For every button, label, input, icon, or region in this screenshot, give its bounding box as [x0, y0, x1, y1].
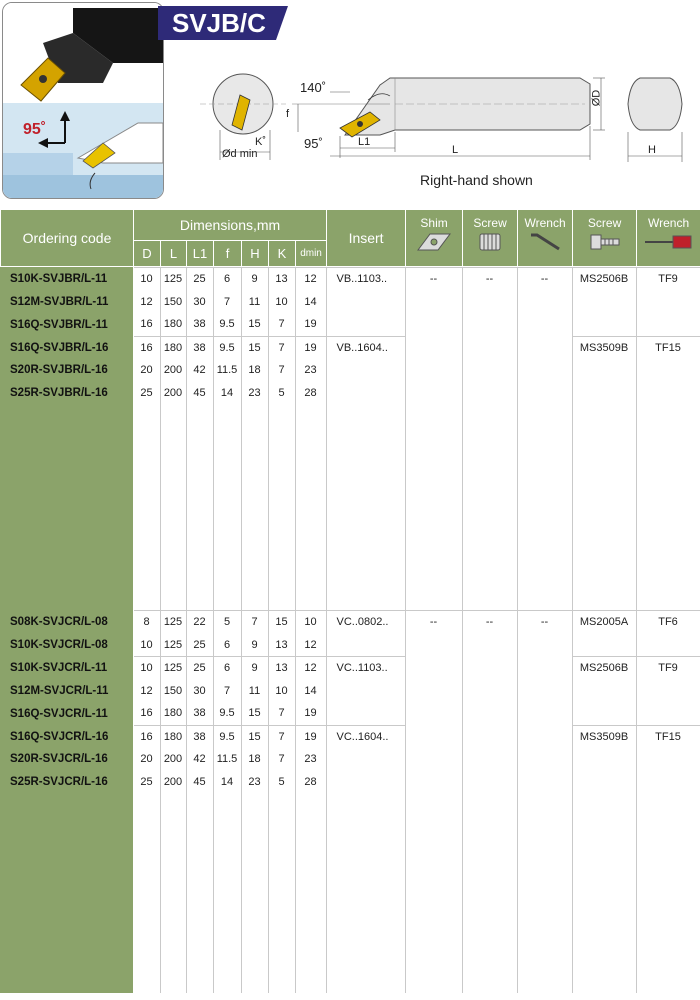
clamp-screw-cell: MS2005A: [572, 611, 636, 657]
wrench-cell: TF6: [636, 611, 700, 657]
header-insert: Insert: [327, 210, 406, 267]
header-wrench2-label: Wrench: [648, 216, 690, 230]
dim-l: 180: [160, 313, 186, 336]
ordering-code: S12M-SVJCR/L-11: [0, 680, 133, 703]
ordering-code: S10K-SVJBR/L-11: [0, 268, 133, 291]
label-l1: L1: [358, 136, 371, 148]
dim-f: 5: [213, 611, 241, 634]
dim-l: 180: [160, 336, 186, 359]
insert-cell: VC..0802..: [326, 611, 405, 657]
clamp-screw-cell: MS3509B: [572, 725, 636, 993]
dim-l: 200: [160, 771, 186, 794]
header-dim-l: L: [161, 241, 187, 267]
dim-d: 8: [133, 611, 160, 634]
dim-f: 9.5: [213, 702, 241, 725]
insert-cell: VC..1103..: [326, 657, 405, 726]
dim-l1: 38: [186, 702, 213, 725]
dim-l1: 38: [186, 725, 213, 748]
dim-h: 11: [241, 680, 268, 703]
ordering-code: S16Q-SVJBR/L-16: [0, 336, 133, 359]
dim-k: 10: [268, 291, 295, 314]
header-dim-h: H: [242, 241, 269, 267]
label-d: ØD: [590, 89, 603, 107]
dim-d: 16: [133, 313, 160, 336]
label-h: H: [648, 144, 656, 156]
dim-l1: 30: [186, 680, 213, 703]
header-dim-f: f: [214, 241, 242, 267]
dim-h: 15: [241, 702, 268, 725]
header-screw-label: Screw: [473, 216, 507, 230]
dim-dmin: 12: [295, 657, 326, 680]
dim-h: 9: [241, 657, 268, 680]
ordering-code: S10K-SVJCR/L-11: [0, 657, 133, 680]
clamp-screw-cell: MS2506B: [572, 657, 636, 726]
dim-d: 10: [133, 268, 160, 291]
insert-cell: VB..1103..: [326, 268, 405, 337]
dim-d: 10: [133, 634, 160, 657]
dim-d: 12: [133, 291, 160, 314]
screw-cell: --: [462, 268, 517, 611]
label-angle-bottom: 95˚: [304, 136, 323, 151]
clamp-screw-cell: MS2506B: [572, 268, 636, 337]
dim-k: 13: [268, 657, 295, 680]
dim-dmin: 28: [295, 771, 326, 794]
spec-table-wrapper: [0, 209, 700, 993]
dim-d: 20: [133, 359, 160, 382]
dim-f: 14: [213, 382, 241, 405]
dim-f: 11.5: [213, 359, 241, 382]
shim-cell: --: [405, 611, 462, 994]
dim-k: 7: [268, 359, 295, 382]
dim-k: 13: [268, 268, 295, 291]
ordering-code: S20R-SVJCR/L-16: [0, 748, 133, 771]
dim-d: 16: [133, 336, 160, 359]
dim-l: 125: [160, 657, 186, 680]
label-f: f: [286, 108, 290, 120]
dim-d: 12: [133, 680, 160, 703]
header-shim-label: Shim: [420, 216, 448, 230]
dim-h: 23: [241, 771, 268, 794]
dim-dmin: 23: [295, 748, 326, 771]
dim-f: 6: [213, 268, 241, 291]
table-row: [0, 268, 700, 291]
label-k: K˚: [255, 136, 266, 148]
dim-h: 18: [241, 359, 268, 382]
table-row: [0, 725, 700, 748]
dim-l: 180: [160, 702, 186, 725]
header-screw2: [573, 210, 637, 267]
dim-h: 15: [241, 336, 268, 359]
shim-cell: --: [405, 268, 462, 611]
table-row: [0, 657, 700, 680]
ordering-code: S16Q-SVJCR/L-16: [0, 725, 133, 748]
dim-h: 7: [241, 611, 268, 634]
header-ordering-code: Ordering code: [1, 210, 134, 267]
dim-k: 10: [268, 680, 295, 703]
angle-label: 95˚: [23, 121, 47, 138]
dim-l1: 42: [186, 359, 213, 382]
dim-k: 7: [268, 725, 295, 748]
dim-f: 9.5: [213, 336, 241, 359]
dim-k: 5: [268, 771, 295, 794]
dim-f: 7: [213, 291, 241, 314]
dim-f: 7: [213, 680, 241, 703]
dim-dmin: 28: [295, 382, 326, 405]
dim-d: 10: [133, 657, 160, 680]
ordering-code: S16Q-SVJBR/L-11: [0, 313, 133, 336]
allen-wrench-icon: [527, 231, 563, 253]
dim-h: 9: [241, 268, 268, 291]
dim-h: 9: [241, 634, 268, 657]
page-title: SVJB/C: [172, 8, 266, 38]
dim-k: 7: [268, 702, 295, 725]
dim-k: 7: [268, 313, 295, 336]
insert-cell: VC..1604..: [326, 725, 405, 993]
wrench-cell: --: [517, 268, 572, 611]
screw-icon: [475, 231, 505, 253]
table-row: [0, 611, 700, 634]
dim-l: 200: [160, 382, 186, 405]
header-dim-k: K: [269, 241, 296, 267]
dim-f: 6: [213, 634, 241, 657]
dim-l: 150: [160, 291, 186, 314]
dim-k: 13: [268, 634, 295, 657]
ordering-code: S08K-SVJCR/L-08: [0, 611, 133, 634]
dim-l: 125: [160, 634, 186, 657]
product-photo: [2, 2, 164, 199]
label-dmin: Ød min: [222, 148, 258, 160]
ordering-code: S25R-SVJBR/L-16: [0, 382, 133, 405]
dim-dmin: 14: [295, 291, 326, 314]
header-dim-d: D: [134, 241, 161, 267]
dim-l: 150: [160, 680, 186, 703]
dim-dmin: 19: [295, 313, 326, 336]
dim-k: 7: [268, 748, 295, 771]
dim-dmin: 14: [295, 680, 326, 703]
dim-l1: 38: [186, 336, 213, 359]
dim-h: 11: [241, 291, 268, 314]
spec-table-body: [0, 267, 700, 993]
insert-cell: VB..1604..: [326, 336, 405, 611]
dim-l1: 25: [186, 657, 213, 680]
dim-l1: 25: [186, 268, 213, 291]
clamp-screw-icon: [587, 231, 623, 253]
dim-l: 125: [160, 268, 186, 291]
dim-d: 16: [133, 725, 160, 748]
dim-d: 25: [133, 771, 160, 794]
header-wrench: [518, 210, 573, 267]
wrench-cell: TF15: [636, 725, 700, 993]
dim-f: 11.5: [213, 748, 241, 771]
dim-f: 14: [213, 771, 241, 794]
dim-l: 200: [160, 359, 186, 382]
caption: Right-hand shown: [420, 172, 533, 188]
dim-dmin: 19: [295, 336, 326, 359]
ordering-code: S12M-SVJBR/L-11: [0, 291, 133, 314]
dim-l1: 38: [186, 313, 213, 336]
dim-dmin: 12: [295, 268, 326, 291]
dim-f: 9.5: [213, 725, 241, 748]
wrench-cell: TF15: [636, 336, 700, 611]
header-shim: [406, 210, 463, 267]
header-dim-l1: L1: [187, 241, 214, 267]
dim-f: 6: [213, 657, 241, 680]
label-l: L: [452, 144, 459, 156]
dim-f: 9.5: [213, 313, 241, 336]
dim-h: 15: [241, 725, 268, 748]
wrench-cell: TF9: [636, 268, 700, 337]
dim-dmin: 19: [295, 702, 326, 725]
header-dim-dmin: dmin: [296, 241, 327, 267]
dim-d: 20: [133, 748, 160, 771]
dim-l: 200: [160, 748, 186, 771]
dim-k: 15: [268, 611, 295, 634]
header-wrench2: [637, 210, 700, 267]
dim-l: 180: [160, 725, 186, 748]
dim-dmin: 10: [295, 611, 326, 634]
dim-h: 18: [241, 748, 268, 771]
wrench-cell: TF9: [636, 657, 700, 726]
header-screw2-label: Screw: [587, 216, 622, 230]
table-row: [0, 336, 700, 359]
dim-l: 125: [160, 611, 186, 634]
header-wrench-label: Wrench: [524, 216, 566, 230]
dim-h: 23: [241, 382, 268, 405]
dim-k: 7: [268, 336, 295, 359]
header-dimensions: Dimensions,mm: [134, 210, 327, 241]
dim-h: 15: [241, 313, 268, 336]
dim-l1: 45: [186, 382, 213, 405]
dim-d: 25: [133, 382, 160, 405]
dim-l1: 42: [186, 748, 213, 771]
wrench-cell: --: [517, 611, 572, 994]
dim-k: 5: [268, 382, 295, 405]
dim-dmin: 12: [295, 634, 326, 657]
dim-d: 16: [133, 702, 160, 725]
ordering-code: S10K-SVJCR/L-08: [0, 634, 133, 657]
dim-dmin: 19: [295, 725, 326, 748]
ordering-code: S16Q-SVJCR/L-11: [0, 702, 133, 725]
header-screw: [463, 210, 518, 267]
dim-l1: 25: [186, 634, 213, 657]
screw-cell: --: [462, 611, 517, 994]
ordering-code: S25R-SVJCR/L-16: [0, 771, 133, 794]
shim-icon: [414, 232, 454, 252]
ordering-code: S20R-SVJBR/L-16: [0, 359, 133, 382]
torx-wrench-icon: [643, 231, 695, 253]
dim-l1: 45: [186, 771, 213, 794]
dim-l1: 22: [186, 611, 213, 634]
clamp-screw-cell: MS3509B: [572, 336, 636, 611]
spec-table: [0, 209, 700, 267]
label-angle-top: 140˚: [300, 80, 327, 95]
dim-dmin: 23: [295, 359, 326, 382]
dim-l1: 30: [186, 291, 213, 314]
